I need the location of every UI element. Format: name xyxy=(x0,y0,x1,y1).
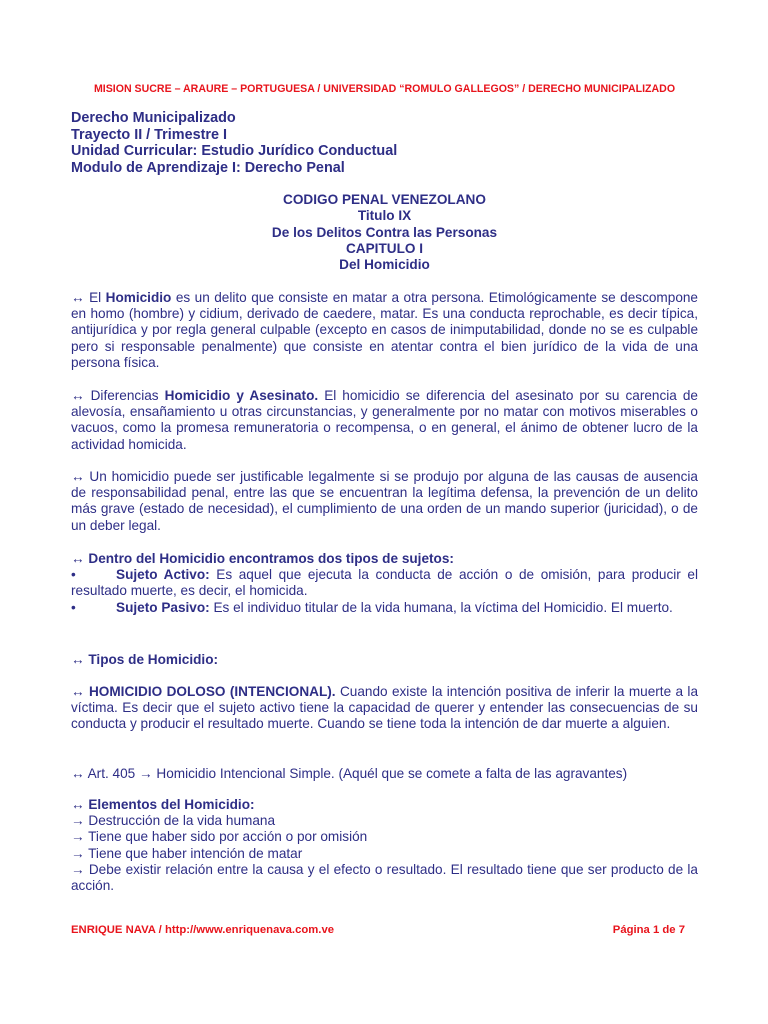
para-bold-term: Homicidio y Asesinato. xyxy=(164,388,319,403)
list-item: → Debe existir relación entre la causa y el efecto o resultado. El resultado tiene que ser producto de la acción. xyxy=(71,861,698,894)
paragraph-differences xyxy=(71,388,698,453)
item-bold-term: Sujeto Pasivo: xyxy=(116,599,210,615)
para-prefix: ↔ xyxy=(71,684,89,699)
course-line-3: Unidad Curricular: Estudio Jurídico Conductual xyxy=(71,143,398,160)
para-text: El homicidio se diferencia del asesinato por su carencia de alevosía, ensañamiento u otras circunstancias, y generalmente por no matar con motivos miserables o vacuos, como la promesa remuneratoria o recompensa, o en general, el ánimo de obtener lucro de la actividad homicida. xyxy=(71,388,698,452)
titulo-label: Titulo IX xyxy=(357,208,412,224)
list-item: → Tiene que haber intención de matar xyxy=(71,845,303,861)
para-bold-term: Homicidio xyxy=(105,290,172,305)
paragraph-elements xyxy=(71,797,698,894)
chapter-name: Del Homicidio xyxy=(339,257,430,273)
paragraph-types-heading xyxy=(71,652,698,668)
subjects-heading: ↔ Dentro del Homicidio encontramos dos tipos de sujetos: xyxy=(71,551,454,566)
titulo-subtitle: De los Delitos Contra las Personas xyxy=(271,224,498,240)
list-item: → Tiene que haber sido por acción o por omisión xyxy=(71,829,368,845)
page-number: Página 1 de 7 xyxy=(612,924,685,936)
paragraph-justifiable xyxy=(71,469,698,534)
course-info xyxy=(71,110,397,176)
item-text: Es el individuo titular de la vida humana, la víctima del Homicidio. El muerto. xyxy=(209,599,673,615)
para-prefix: ↔ Diferencias xyxy=(71,388,165,403)
types-heading: ↔ Tipos de Homicidio: xyxy=(71,652,219,667)
para-text: ↔ Un homicidio puede ser justificable legalmente si se produjo por alguna de las causas de ausencia de responsabilidad penal, entre las que se encuentran la legítima defensa, la prevención de un delito más grave (estado de necesidad), el cumplimiento de una orden de un mando superior (juricidad), o de un deber legal. xyxy=(71,469,698,533)
list-item xyxy=(71,600,698,616)
para-prefix: ↔ El xyxy=(71,290,106,305)
chapter-label: CAPITULO I xyxy=(345,240,424,256)
paragraph-subjects xyxy=(71,551,698,616)
para-text: Cuando existe la intención positiva de inferir la muerte a la víctima. Es decir que el sujeto activo tiene la capacidad de querer y entender las consecuencias de su conducta y producir el resultado muerte. Cuando se tiene toda la intención de dar muerte a alguien. xyxy=(71,684,699,732)
code-title: CODIGO PENAL VENEZOLANO xyxy=(283,192,486,207)
bullet-icon: • xyxy=(71,599,76,615)
para-text: ↔ Art. 405 → Homicidio Intencional Simple. (Aquél que se comete a falta de las agravantes) xyxy=(71,766,628,781)
title-block xyxy=(71,192,698,273)
paragraph-art-405 xyxy=(71,766,698,782)
item-text: Es aquel que ejecuta la conducta de acción o de omisión, para producir el resultado muerte, es decir, el homicida. xyxy=(71,567,698,599)
course-line-4: Modulo de Aprendizaje I: Derecho Penal xyxy=(71,159,345,176)
bullet-icon: • xyxy=(71,567,76,583)
page-footer xyxy=(71,924,698,936)
paragraph-homicidio-definition xyxy=(71,290,698,371)
item-bold-term: Sujeto Activo: xyxy=(116,567,210,583)
para-bold-term: HOMICIDIO DOLOSO (INTENCIONAL). xyxy=(88,684,336,699)
course-line-2: Trayecto II / Trimestre I xyxy=(71,126,227,143)
institution-header: MISION SUCRE – ARAURE – PORTUGUESA / UNIVERSIDAD “ROMULO GALLEGOS” / DERECHO MUNICIPALIZADO xyxy=(93,83,676,95)
footer-author: ENRIQUE NAVA / http://www.enriquenava.com.ve xyxy=(71,924,335,936)
para-text: es un delito que consiste en matar a otra persona. Etimológicamente se descompone en homo (hombre) y cidium, derivado de caedere, matar. Es una conducta reprochable, es decir típica, antijurídica y por regla general culpable (excepto en casos de inimputabilidad, donde no se es culpable pero si responsable penalmente) que consiste en atentar contra el bien jurídico de la vida de una persona física. xyxy=(71,290,698,370)
elements-heading: ↔ Elementos del Homicidio: xyxy=(71,797,255,812)
paragraph-doloso xyxy=(71,684,698,733)
course-line-1: Derecho Municipalizado xyxy=(71,110,236,126)
list-item: → Destrucción de la vida humana xyxy=(71,813,276,829)
list-item xyxy=(71,567,698,599)
